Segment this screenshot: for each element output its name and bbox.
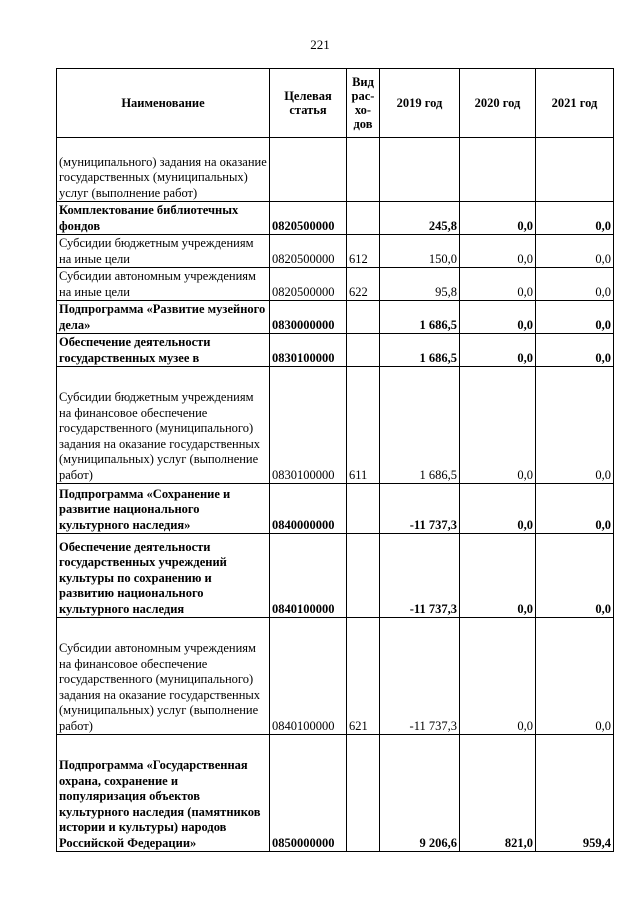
table-row [57,235,614,268]
cell-expense-type [347,138,380,202]
cell-2019 [380,138,460,202]
cell-name: Обеспечение деятельности государственных музее в [57,334,270,367]
cell-2021: 0,0 [536,334,614,367]
cell-name: Подпрограмма «Развитие музейного дела» [57,301,270,334]
cell-2020: 0,0 [460,268,536,301]
cell-2021 [536,138,614,202]
cell-name: Комплектование библиотечных фондов [57,202,270,235]
table-row [57,202,614,235]
cell-2021: 0,0 [536,484,614,534]
cell-name: Субсидии бюджетным учреждениям на финансовое обеспечение государственного (муниципального) задания на оказание государственных (муниципальных) услуг (выполнение работ) [57,367,270,484]
cell-2019: 245,8 [380,202,460,235]
cell-2021: 0,0 [536,202,614,235]
cell-2020 [460,138,536,202]
cell-2020: 0,0 [460,367,536,484]
cell-expense-type: 612 [347,235,380,268]
header-2021: 2021 год [536,69,614,138]
cell-target-article: 0830000000 [270,301,347,334]
cell-name: Субсидии бюджетным учреждениям на иные цели [57,235,270,268]
cell-expense-type: 611 [347,367,380,484]
cell-expense-type [347,534,380,618]
table-row [57,484,614,534]
cell-target-article: 0850000000 [270,735,347,852]
cell-name: Подпрограмма «Сохранение и развитие национального культурного наследия» [57,484,270,534]
table-row [57,138,614,202]
cell-name: Субсидии автономным учреждениям на иные цели [57,268,270,301]
table-row [57,334,614,367]
cell-2019: 95,8 [380,268,460,301]
header-name: Наименование [57,69,270,138]
cell-name: (муниципального) задания на оказание государственных (муниципальных) услуг (выполнение работ) [57,138,270,202]
cell-2020: 0,0 [460,618,536,735]
cell-2020: 0,0 [460,334,536,367]
cell-2020: 0,0 [460,202,536,235]
table-row [57,534,614,618]
budget-table [56,68,614,852]
cell-2020: 0,0 [460,534,536,618]
cell-target-article: 0820500000 [270,268,347,301]
cell-2019: 1 686,5 [380,301,460,334]
cell-expense-type [347,301,380,334]
cell-2020: 0,0 [460,484,536,534]
header-target-article: Целевая статья [270,69,347,138]
cell-target-article: 0840100000 [270,618,347,735]
cell-target-article: 0830100000 [270,367,347,484]
table-row [57,367,614,484]
cell-2020: 0,0 [460,301,536,334]
cell-2019: 1 686,5 [380,367,460,484]
cell-2021: 0,0 [536,301,614,334]
cell-name: Субсидии автономным учреждениям на финансовое обеспечение государственного (муниципального) задания на оказание государственных (муниципальных) услуг (выполнение работ) [57,618,270,735]
table-body [57,138,614,852]
page-number: 221 [310,37,330,52]
cell-target-article: 0820500000 [270,235,347,268]
cell-2019: -11 737,3 [380,618,460,735]
cell-2021: 0,0 [536,235,614,268]
cell-2021: 0,0 [536,367,614,484]
cell-2021: 0,0 [536,534,614,618]
cell-expense-type [347,484,380,534]
cell-2020: 0,0 [460,235,536,268]
table-row [57,301,614,334]
cell-name: Обеспечение деятельности государственных учреждений культуры по сохранению и развитию национального культурного наследия [57,534,270,618]
cell-expense-type [347,202,380,235]
cell-2019: 9 206,6 [380,735,460,852]
table-row [57,268,614,301]
cell-2021: 959,4 [536,735,614,852]
table-row [57,735,614,852]
cell-2021: 0,0 [536,618,614,735]
cell-2019: -11 737,3 [380,534,460,618]
table-row [57,618,614,735]
cell-target-article: 0830100000 [270,334,347,367]
cell-expense-type: 621 [347,618,380,735]
cell-target-article: 0840000000 [270,484,347,534]
cell-2019: -11 737,3 [380,484,460,534]
cell-target-article: 0840100000 [270,534,347,618]
table-header-row [57,69,614,138]
cell-2019: 150,0 [380,235,460,268]
header-expense-type: Вид рас-хо-дов [347,69,380,138]
cell-expense-type [347,334,380,367]
cell-target-article: 0820500000 [270,202,347,235]
cell-2021: 0,0 [536,268,614,301]
header-2019: 2019 год [380,69,460,138]
cell-2019: 1 686,5 [380,334,460,367]
cell-target-article [270,138,347,202]
header-2020: 2020 год [460,69,536,138]
cell-expense-type: 622 [347,268,380,301]
cell-expense-type [347,735,380,852]
cell-2020: 821,0 [460,735,536,852]
cell-name: Подпрограмма «Государственная охрана, сохранение и популяризация объектов культурного наследия (памятников истории и культуры) народов Российской Федерации» [57,735,270,852]
